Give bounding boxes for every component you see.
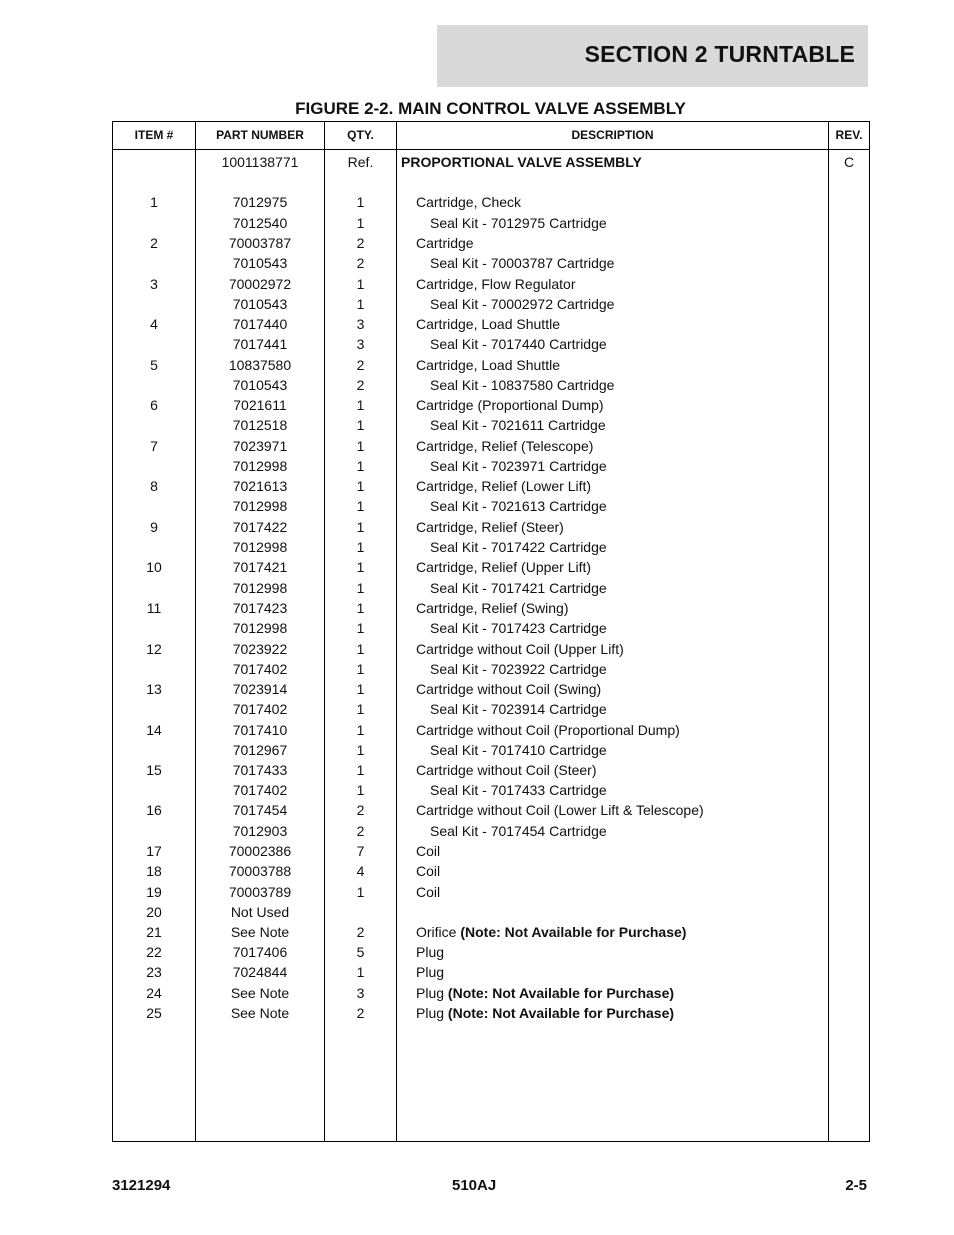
part-number: 7012998 bbox=[232, 539, 288, 555]
part-number: 7023971 bbox=[232, 438, 288, 454]
table-row bbox=[113, 722, 869, 742]
table-row bbox=[113, 661, 869, 681]
part-number: 7010543 bbox=[232, 296, 288, 312]
description bbox=[401, 863, 841, 880]
part-number: 7017454 bbox=[232, 802, 288, 818]
quantity: 1 bbox=[356, 276, 365, 292]
description-text: Cartridge without Coil (Swing) bbox=[416, 681, 602, 697]
quantity: 1 bbox=[356, 519, 365, 535]
quantity: 1 bbox=[356, 884, 365, 900]
part-number: 7024844 bbox=[232, 964, 288, 980]
table-row bbox=[113, 843, 869, 863]
description-text: Seal Kit - 7017410 Cartridge bbox=[430, 742, 607, 758]
part-number: 1001138771 bbox=[221, 154, 299, 170]
table-row bbox=[113, 884, 869, 904]
item-number: 18 bbox=[146, 863, 162, 879]
description-text: Seal Kit - 70002972 Cartridge bbox=[430, 296, 615, 312]
description bbox=[401, 559, 841, 576]
description-text: Cartridge, Check bbox=[416, 194, 522, 210]
part-number: 70002972 bbox=[228, 276, 292, 292]
description bbox=[401, 296, 855, 313]
part-number: 7017423 bbox=[232, 600, 288, 616]
description-text: Cartridge without Coil (Upper Lift) bbox=[416, 641, 624, 657]
description bbox=[401, 539, 855, 556]
part-number: 7023922 bbox=[232, 641, 288, 657]
quantity: 7 bbox=[356, 843, 365, 859]
description bbox=[401, 884, 841, 901]
quantity: 1 bbox=[356, 661, 365, 677]
description bbox=[401, 944, 841, 961]
quantity: 5 bbox=[356, 944, 365, 960]
quantity: 1 bbox=[356, 620, 365, 636]
part-number: 70003789 bbox=[228, 884, 292, 900]
description-text: Cartridge, Relief (Lower Lift) bbox=[416, 478, 592, 494]
description-text: Cartridge without Coil (Steer) bbox=[416, 762, 597, 778]
figure-title: FIGURE 2-2. MAIN CONTROL VALVE ASSEMBLY bbox=[295, 99, 686, 118]
item-number: 3 bbox=[150, 276, 158, 292]
parts-table bbox=[112, 121, 870, 1142]
quantity: 1 bbox=[356, 417, 365, 433]
table-row bbox=[113, 377, 869, 397]
quantity: Ref. bbox=[347, 154, 374, 170]
table-row bbox=[113, 924, 869, 944]
item-number: 6 bbox=[150, 397, 158, 413]
part-number: 70003788 bbox=[228, 863, 292, 879]
header-qty: QTY. bbox=[347, 128, 374, 142]
table-row bbox=[113, 762, 869, 782]
quantity: 1 bbox=[356, 742, 365, 758]
quantity: 1 bbox=[356, 701, 365, 717]
description-text: Seal Kit - 7017440 Cartridge bbox=[430, 336, 607, 352]
description bbox=[401, 458, 855, 475]
part-number: 7017440 bbox=[232, 316, 288, 332]
part-number: 7012998 bbox=[232, 580, 288, 596]
item-number: 17 bbox=[146, 843, 162, 859]
description-text: PROPORTIONAL VALVE ASSEMBLY bbox=[401, 154, 642, 170]
description bbox=[401, 964, 841, 981]
description bbox=[401, 478, 841, 495]
item-number: 24 bbox=[146, 985, 162, 1001]
part-number: 10837580 bbox=[228, 357, 292, 373]
part-number: 7012518 bbox=[232, 417, 288, 433]
quantity: 1 bbox=[356, 600, 365, 616]
description-text: Cartridge, Load Shuttle bbox=[416, 357, 560, 373]
description bbox=[401, 154, 826, 171]
quantity: 1 bbox=[356, 964, 365, 980]
table-row bbox=[113, 1005, 869, 1025]
header-item: ITEM # bbox=[134, 128, 174, 142]
item-number: 14 bbox=[146, 722, 162, 738]
description-text: Seal Kit - 10837580 Cartridge bbox=[430, 377, 615, 393]
description-text: Cartridge, Relief (Swing) bbox=[416, 600, 569, 616]
quantity: 1 bbox=[356, 782, 365, 798]
description-text: Orifice bbox=[416, 924, 461, 940]
description bbox=[401, 580, 855, 597]
item-number: 7 bbox=[150, 438, 158, 454]
table-row bbox=[113, 742, 869, 762]
item-number: 21 bbox=[146, 924, 162, 940]
header-rev: REV. bbox=[835, 128, 863, 142]
table-row bbox=[113, 519, 869, 539]
revision: C bbox=[843, 154, 855, 170]
description-text: Cartridge, Relief (Steer) bbox=[416, 519, 564, 535]
table-row bbox=[113, 235, 869, 255]
description-text: Seal Kit - 7021613 Cartridge bbox=[430, 498, 607, 514]
quantity: 2 bbox=[356, 377, 365, 393]
table-row bbox=[113, 863, 869, 883]
quantity: 1 bbox=[356, 580, 365, 596]
table-row bbox=[113, 478, 869, 498]
table-row bbox=[113, 417, 869, 437]
quantity: 1 bbox=[356, 215, 365, 231]
part-number: 7017410 bbox=[232, 722, 288, 738]
part-number: 7017402 bbox=[232, 782, 288, 798]
table-row bbox=[113, 823, 869, 843]
item-number: 9 bbox=[150, 519, 158, 535]
quantity: 3 bbox=[356, 985, 365, 1001]
item-number: 16 bbox=[146, 802, 162, 818]
footer-page-number: 2-5 bbox=[845, 1177, 867, 1194]
item-number: 4 bbox=[150, 316, 158, 332]
header-description: DESCRIPTION bbox=[571, 128, 654, 142]
table-header bbox=[113, 122, 869, 150]
description-text: Cartridge, Load Shuttle bbox=[416, 316, 560, 332]
part-number: 7021613 bbox=[232, 478, 288, 494]
description bbox=[401, 600, 841, 617]
description-text: Seal Kit - 7017421 Cartridge bbox=[430, 580, 607, 596]
table-row bbox=[113, 580, 869, 600]
item-number: 13 bbox=[146, 681, 162, 697]
table-row bbox=[113, 194, 869, 214]
description bbox=[401, 722, 841, 739]
description-text: Plug bbox=[416, 1005, 448, 1021]
description bbox=[401, 417, 855, 434]
description-text: Seal Kit - 7023922 Cartridge bbox=[430, 661, 607, 677]
item-number: 1 bbox=[150, 194, 158, 210]
description bbox=[401, 802, 841, 819]
part-number: See Note bbox=[230, 985, 290, 1001]
description bbox=[401, 336, 855, 353]
description bbox=[401, 276, 841, 293]
table-row bbox=[113, 620, 869, 640]
footer-doc-number: 3121294 bbox=[112, 1177, 171, 1194]
description bbox=[401, 438, 841, 455]
table-row bbox=[113, 641, 869, 661]
item-number: 23 bbox=[146, 964, 162, 980]
table-row bbox=[113, 458, 869, 478]
part-number: See Note bbox=[230, 924, 290, 940]
quantity: 2 bbox=[356, 235, 365, 251]
part-number: 7017402 bbox=[232, 661, 288, 677]
part-number: 7012540 bbox=[232, 215, 288, 231]
table-row bbox=[113, 964, 869, 984]
description bbox=[401, 924, 841, 941]
part-number: 7017422 bbox=[232, 519, 288, 535]
table-row bbox=[113, 944, 869, 964]
part-number: See Note bbox=[230, 1005, 290, 1021]
part-number: 7017433 bbox=[232, 762, 288, 778]
description bbox=[401, 701, 855, 718]
description bbox=[401, 1005, 841, 1022]
description bbox=[401, 823, 855, 840]
description-text: Plug bbox=[416, 964, 445, 980]
description bbox=[401, 681, 841, 698]
table-row bbox=[113, 276, 869, 296]
table-row bbox=[113, 782, 869, 802]
purchase-note: (Note: Not Available for Purchase) bbox=[460, 924, 687, 940]
description-text: Cartridge without Coil (Lower Lift & Telescope) bbox=[416, 802, 704, 818]
description-text: Seal Kit - 7017422 Cartridge bbox=[430, 539, 607, 555]
part-number: 7012998 bbox=[232, 458, 288, 474]
description bbox=[401, 397, 841, 414]
quantity: 3 bbox=[356, 316, 365, 332]
item-number: 15 bbox=[146, 762, 162, 778]
footer-model: 510AJ bbox=[452, 1177, 497, 1194]
quantity: 1 bbox=[356, 296, 365, 312]
description bbox=[401, 641, 841, 658]
item-number: 22 bbox=[146, 944, 162, 960]
part-number: 7012998 bbox=[232, 498, 288, 514]
table-row bbox=[113, 438, 869, 458]
item-number: 25 bbox=[146, 1005, 162, 1021]
description-text: Cartridge, Relief (Upper Lift) bbox=[416, 559, 592, 575]
description-text: Cartridge bbox=[416, 235, 474, 251]
description bbox=[401, 661, 855, 678]
quantity: 1 bbox=[356, 559, 365, 575]
description bbox=[401, 194, 841, 211]
description bbox=[401, 762, 841, 779]
quantity: 1 bbox=[356, 641, 365, 657]
table-row bbox=[113, 498, 869, 518]
table-row bbox=[113, 154, 869, 174]
part-number: 7017402 bbox=[232, 701, 288, 717]
section-title: SECTION 2 TURNTABLE bbox=[584, 41, 855, 67]
description bbox=[401, 357, 841, 374]
table-row bbox=[113, 701, 869, 721]
description bbox=[401, 215, 855, 232]
description-text: Cartridge, Relief (Telescope) bbox=[416, 438, 594, 454]
item-number: 19 bbox=[146, 884, 162, 900]
description bbox=[401, 985, 841, 1002]
item-number: 5 bbox=[150, 357, 158, 373]
item-number: 10 bbox=[146, 559, 162, 575]
table-row bbox=[113, 600, 869, 620]
description bbox=[401, 255, 855, 272]
part-number: 70003787 bbox=[228, 235, 292, 251]
part-number: 7010543 bbox=[232, 377, 288, 393]
table-row bbox=[113, 336, 869, 356]
part-number: 7017441 bbox=[232, 336, 288, 352]
header-part-number: PART NUMBER bbox=[216, 128, 304, 142]
quantity: 2 bbox=[356, 823, 365, 839]
table-row bbox=[113, 255, 869, 275]
description-text: Seal Kit - 7021611 Cartridge bbox=[430, 417, 606, 433]
part-number: 7017421 bbox=[232, 559, 288, 575]
description bbox=[401, 235, 841, 252]
part-number: 7021611 bbox=[233, 397, 287, 413]
description-text: Cartridge (Proportional Dump) bbox=[416, 397, 604, 413]
table-row bbox=[113, 802, 869, 822]
description bbox=[401, 519, 841, 536]
purchase-note: (Note: Not Available for Purchase) bbox=[447, 985, 675, 1001]
table-row bbox=[113, 357, 869, 377]
quantity: 1 bbox=[356, 681, 365, 697]
description-text: Seal Kit - 7017454 Cartridge bbox=[430, 823, 607, 839]
description bbox=[401, 843, 841, 860]
description-text: Seal Kit - 70003787 Cartridge bbox=[430, 255, 615, 271]
table-row bbox=[113, 559, 869, 579]
description bbox=[401, 620, 855, 637]
description bbox=[401, 498, 855, 515]
description-text: Seal Kit - 7017433 Cartridge bbox=[430, 782, 607, 798]
description bbox=[401, 316, 841, 333]
quantity: 1 bbox=[356, 478, 365, 494]
part-number: 7012967 bbox=[232, 742, 288, 758]
description-text: Seal Kit - 7012975 Cartridge bbox=[430, 215, 607, 231]
quantity: 1 bbox=[356, 397, 365, 413]
item-number: 11 bbox=[146, 600, 162, 616]
quantity: 2 bbox=[356, 802, 365, 818]
quantity: 2 bbox=[356, 1005, 365, 1021]
description-text: Coil bbox=[416, 884, 441, 900]
description-text: Seal Kit - 7023914 Cartridge bbox=[430, 701, 607, 717]
part-number: Not Used bbox=[230, 904, 290, 920]
purchase-note: (Note: Not Available for Purchase) bbox=[447, 1005, 675, 1021]
table-row bbox=[113, 985, 869, 1005]
part-number: 7012998 bbox=[232, 620, 288, 636]
description bbox=[401, 742, 855, 759]
item-number: 12 bbox=[146, 641, 162, 657]
part-number: 7012903 bbox=[232, 823, 288, 839]
quantity: 1 bbox=[356, 194, 365, 210]
item-number: 8 bbox=[150, 478, 158, 494]
quantity: 1 bbox=[356, 539, 365, 555]
description-text: Cartridge without Coil (Proportional Dump) bbox=[416, 722, 680, 738]
part-number: 70002386 bbox=[228, 843, 292, 859]
section-header bbox=[437, 25, 868, 87]
description-text: Plug bbox=[416, 944, 445, 960]
quantity: 1 bbox=[356, 498, 365, 514]
description-text: Plug bbox=[416, 985, 448, 1001]
quantity: 1 bbox=[356, 438, 365, 454]
part-number: 7023914 bbox=[232, 681, 288, 697]
description-text: Cartridge, Flow Regulator bbox=[416, 276, 576, 292]
table-row bbox=[113, 316, 869, 336]
table-row bbox=[113, 397, 869, 417]
part-number: 7010543 bbox=[232, 255, 288, 271]
table-row bbox=[113, 215, 869, 235]
quantity: 2 bbox=[356, 924, 365, 940]
quantity: 4 bbox=[356, 863, 365, 879]
table-row bbox=[113, 296, 869, 316]
description-text: Seal Kit - 7023971 Cartridge bbox=[430, 458, 607, 474]
item-number: 2 bbox=[150, 235, 158, 251]
quantity: 1 bbox=[356, 722, 365, 738]
description-text: Coil bbox=[416, 863, 441, 879]
table-row bbox=[113, 539, 869, 559]
description bbox=[401, 377, 855, 394]
table-row bbox=[113, 904, 869, 924]
quantity: 1 bbox=[356, 458, 365, 474]
quantity: 2 bbox=[356, 357, 365, 373]
quantity: 2 bbox=[356, 255, 365, 271]
description-text: Coil bbox=[416, 843, 441, 859]
description bbox=[401, 782, 855, 799]
description-text: Seal Kit - 7017423 Cartridge bbox=[430, 620, 607, 636]
item-number: 20 bbox=[146, 904, 162, 920]
quantity: 3 bbox=[356, 336, 365, 352]
table-row bbox=[113, 681, 869, 701]
part-number: 7017406 bbox=[232, 944, 288, 960]
quantity: 1 bbox=[356, 762, 365, 778]
part-number: 7012975 bbox=[232, 194, 288, 210]
